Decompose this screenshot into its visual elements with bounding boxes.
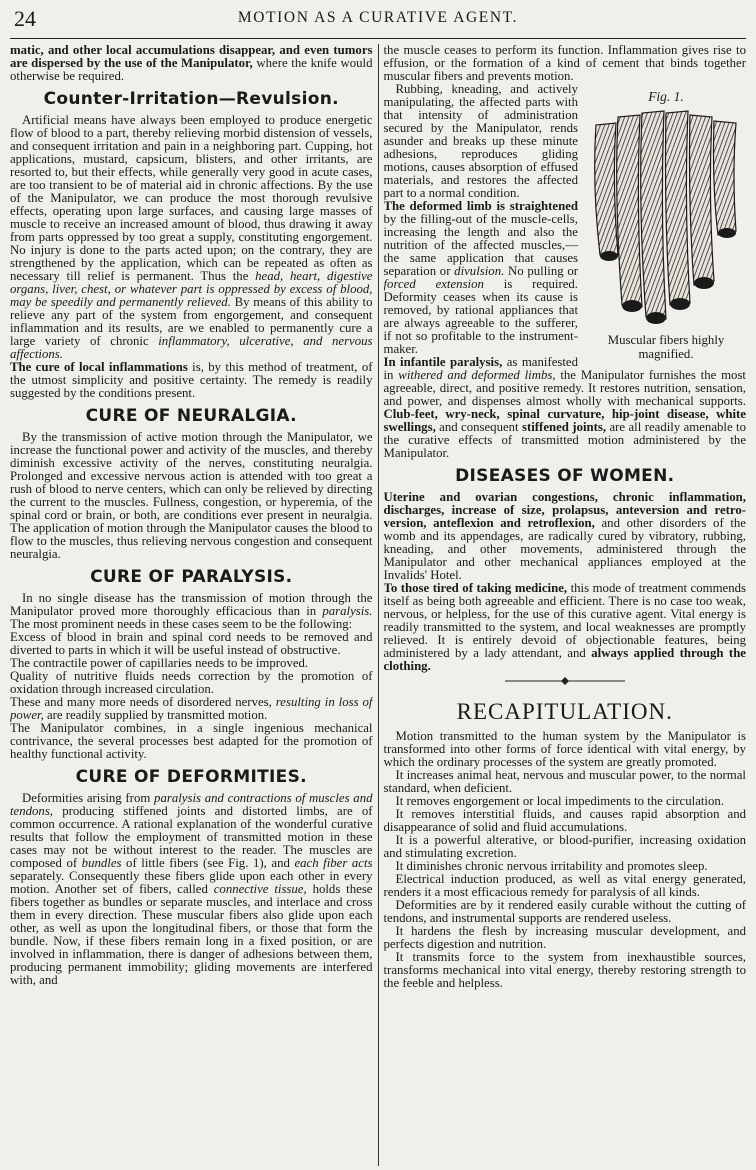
page-header xyxy=(10,4,746,39)
figure-caption: Muscular fibers highly magnified. xyxy=(607,333,725,361)
right-paragraph-2: Rubbing, kneading, and actively manipulating, the affected parts with that intensity of administration secured by the Manipulator, rends asunder and breaks up these minute adhesions, reproduces gliding motions, causes absorption of effused materials, and restores the affected part to a normal condition. xyxy=(383,82,578,200)
recap-item: It increases animal heat, nervous and muscular power, to the normal standard, when deficient. xyxy=(383,768,746,795)
recap-item: It hardens the flesh by increasing muscular development, and perfects digestion and nutrition. xyxy=(383,924,746,951)
neuralgia-paragraph: By the transmission of active motion through the Manipulator, we increase the functional power and activity of the muscles, and thereby diminish excessive activity of the nerves, constituting neuralgia. Prolonged and excessive nervous action is attended with too great a rush of blood to nerve centers, which can only be relieved by directing the current to the muscles. Fullness, congestion, or hyperemia, of the spinal cord or brain, or both, are conditions ever present in neuralgia. The application of motion through the Manipulator causes the blood to flow to the muscles, thus relieving nervous congestion and consequent neuralgia. xyxy=(10,430,373,561)
paralysis-paragraph-2: Excess of blood in brain and spinal cord needs to be removed and diverted to parts in which it will be useful instead of obstructive. xyxy=(10,630,373,657)
deformities-heading: CURE OF DEFORMITIES. xyxy=(75,767,307,787)
recap-item: Deformities are by it rendered easily curable without the cutting of tendons, and instrumental supports are rendered useless. xyxy=(383,898,746,925)
ornament-rule xyxy=(505,677,625,685)
paralysis-paragraph-4: Quality of nutritive fluids needs correction by the promotion of oxidation through increased circulation. xyxy=(10,669,373,696)
muscle-fibers-illustration xyxy=(586,105,746,325)
section-divider-ornament xyxy=(384,677,747,689)
deformed-limb-paragraph: The deformed limb is straightened by the filling-out of the muscle-cells, increasing the length and also the nutrition of the affected muscles,—the same application that causes separation or divulsion. No pulling or forced extension is required. Deformity ceases when its cause is removed, by rational appliances that are always agreeable to the sufferer, if not so profitable to the instrument-maker. xyxy=(383,199,578,356)
deformities-paragraph: Deformities arising from paralysis and contractions of muscles and tendons, producing stiffened joints and distorted limbs, are of common occurrence. A rational explanation of the wonderful curative results that follow the employment of transmitted motion in these cases may not be without interest to the reader. The muscles are composed of bundles of little fibers (see Fig. 1), and each fiber acts separately. Consequently these fibers glide upon each other in every motion. Another set of fibers, called connective tissue, holds these fibers together as bundles or separate muscles, and interlace and cross them in every direction. These muscular fibers also glide upon each other, as well as upon the longitudinal fibers, or those that form the bundle. Now, if these fibers remain long in a fixed position, or are involved in inflammation, there is danger of adhesions between them, producing permanent immobility; gliding movements are interfered with, and xyxy=(10,791,373,987)
counter-irritation-paragraph: Artificial means have always been employed to produce energetic flow of blood to a part, thereby relieving morbid distension of vessels, and consequent irritation and pain in a neighboring part. Cupping, hot applications, mustard, capsicum, blisters, and other irritants, are resorted to, but their effects, while generally very good in acute cases, are too transient to be of material aid in chronic affections. By the use of the Manipulator, we can produce the most thorough revulsive effects, operating upon large surfaces, and causing large masses of muscle to receive an increased amount of blood, thus drawing it away from parts oppressed by too great a supply, constituting engorgement. No injury is done to the parts acted upon; on the contrary, they are strengthened by the application, which can be repeated as often as necessary till relief is permanent. Thus the head, heart, digestive organs, liver, chest, or whatever part is oppressed by excess of blood, may be speedily and permanently relieved. By means of this ability to relieve any part of the system from engorgement, and consequent inflammation and its results, are we enabled to permanently cure a large variety of chronic inflammatory, ulcerative, and nervous affections. xyxy=(10,113,373,361)
women-paragraph-2: To those tired of taking medicine, this mode of treatment commends itself as being both agreeable and efficient. There is no case too weak, nervous, or helpless, for the use of this curative agent. Vital energy is readily transmitted to the system, and local weaknesses are promptly relieved. It is entirely devoid of objectionable features, being administered by a lady attendant, and always applied through the clothing. xyxy=(383,581,746,673)
column-divider xyxy=(378,44,379,1166)
counter-irritation-heading: Counter-Irritation—Revulsion. xyxy=(43,89,339,109)
recap-item: It is a powerful alterative, or blood-purifier, increasing oxidation and stimulating excretion. xyxy=(383,833,746,860)
diseases-of-women-heading: DISEASES OF WOMEN. xyxy=(455,466,675,486)
recap-item: Electrical induction produced, as well as vital energy generated, renders it a most efficacious remedy for paralysis of all kinds. xyxy=(383,872,746,899)
figure-1 xyxy=(586,89,746,361)
right-paragraph-1: the muscle ceases to perform its function. Inflammation gives rise to effusion, or the formation of a kind of cement that binds together muscular fibers and prevents motion. xyxy=(383,44,746,83)
recapitulation-heading: RECAPITULATION. xyxy=(456,699,673,724)
recap-item: It removes engorgement or local impediments to the circulation. xyxy=(395,794,724,808)
paralysis-paragraph-1: In no single disease has the transmission of motion through the Manipulator proved more thoroughly efficacious than in paralysis. The most prominent needs in these cases seem to be the following: xyxy=(10,591,373,631)
paralysis-paragraph-6: The Manipulator combines, in a single ingenious mechanical contrivance, the several processes best adapted for the promotion of healthy functional activity. xyxy=(10,721,373,761)
recap-item: Motion transmitted to the human system by the Manipulator is transformed into other forms of force identical with vital energy, by which the ordinary processes of the system are greatly promoted. xyxy=(383,729,746,769)
left-column xyxy=(10,44,373,1166)
page-number: 24 xyxy=(14,6,36,31)
recap-item: It removes interstitial fluids, and causes rapid absorption and disappearance of solid and fluid accumulations. xyxy=(383,807,746,834)
women-paragraph-1: Uterine and ovarian congestions, chronic inflammation, discharges, increase of size, prolapsus, anteversion and retro-version, anteflexion and retroflexion, and other disorders of the womb and its appendages, are radically cured by vibratory, rubbing, kneading, and other movements, administered through the Manipulator and other mechanical appliances employed at the Invalids' Hotel. xyxy=(383,490,746,582)
paralysis-paragraph-5: These and many more needs of disordered nerves, resulting in loss of power, are readily supplied by transmitted motion. xyxy=(10,695,373,722)
infantile-paralysis-paragraph: In infantile paralysis, as manifested in withered and deformed limbs, the Manipulator furnishes the most agreeable, direct, and positive remedy. It restores nutrition, sensation, and power, and dispenses almost wholly with mechanical supports. Club-feet, wry-neck, spinal curvature, hip-joint disease, white swellings, and consequent stiffened joints, are all readily amenable to the curative effects of transmitted motion administered by the Manipulator. xyxy=(383,355,746,460)
local-inflammations-paragraph: The cure of local inflammations is, by this method of treatment, of the utmost simplicity and positive certainty. The remedy is readily suggested by the conditions present. xyxy=(10,360,373,400)
intro-paragraph: matic, and other local accumulations disappear, and even tumors are dispersed by the use of the Manipulator, where the knife would otherwise be required. xyxy=(10,44,373,83)
neuralgia-heading: CURE OF NEURALGIA. xyxy=(85,406,297,426)
recap-item: It transmits force to the system from inexhaustible sources, transforms mechanical into vital energy, thereby restoring strength to the feeble and helpless. xyxy=(383,950,746,990)
right-column xyxy=(384,44,747,1166)
paralysis-heading: CURE OF PARALYSIS. xyxy=(90,567,293,587)
two-column-body xyxy=(10,44,746,1166)
recap-item: It diminishes chronic nervous irritability and promotes sleep. xyxy=(395,859,708,873)
running-title: MOTION AS A CURATIVE AGENT. xyxy=(237,9,519,26)
recapitulation-list xyxy=(384,730,747,990)
paralysis-paragraph-3: The contractile power of capillaries needs to be improved. xyxy=(10,656,309,670)
figure-label: Fig. 1. xyxy=(648,89,684,104)
